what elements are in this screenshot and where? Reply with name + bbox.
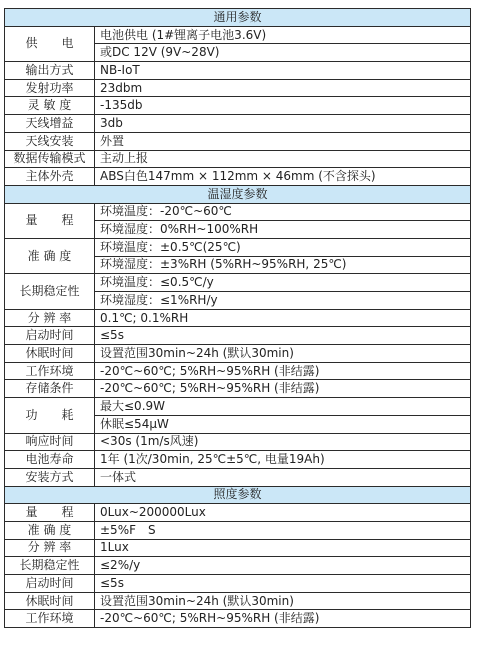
row-label: 准 确 度 [5, 521, 95, 539]
row-value: -135db [95, 97, 471, 115]
row-value: 主动上报 [95, 150, 471, 168]
row-value: 环境温度：-20℃~60℃ [95, 203, 471, 221]
row-value: ≤2%/y [95, 557, 471, 575]
row-label: 输出方式 [5, 62, 95, 80]
table-row [5, 610, 471, 628]
row-value: 3db [95, 115, 471, 133]
table-row [5, 521, 471, 539]
row-value: 23dbm [95, 79, 471, 97]
row-value: 外置 [95, 132, 471, 150]
row-label: 响应时间 [5, 433, 95, 451]
row-value: ABS白色147mm × 112mm × 46mm (不含探头) [95, 168, 471, 186]
section-title: 温湿度参数 [5, 185, 471, 203]
row-value: 环境湿度：±3%RH (5%RH~95%RH, 25℃) [95, 256, 471, 274]
row-label: 功 耗 [5, 398, 95, 433]
row-value: 环境温度：≤0.5℃/y [95, 274, 471, 292]
row-label: 准 确 度 [5, 238, 95, 273]
spec-table [4, 8, 471, 628]
table-row [5, 504, 471, 522]
row-label: 量 程 [5, 504, 95, 522]
table-row [5, 274, 471, 292]
table-row [5, 309, 471, 327]
table-row [5, 26, 471, 44]
row-value: 休眠≤54μW [95, 415, 471, 433]
row-label: 灵 敏 度 [5, 97, 95, 115]
row-label: 启动时间 [5, 575, 95, 593]
row-label: 休眠时间 [5, 345, 95, 363]
row-value: ±5%F S [95, 521, 471, 539]
row-value: ≤5s [95, 575, 471, 593]
row-value: 1Lux [95, 539, 471, 557]
row-value: 0Lux~200000Lux [95, 504, 471, 522]
row-value: 环境湿度：0%RH~100%RH [95, 221, 471, 239]
row-value: 0.1℃; 0.1%RH [95, 309, 471, 327]
row-label: 长期稳定性 [5, 274, 95, 309]
row-label: 量 程 [5, 203, 95, 238]
row-value: 设置范围30min~24h (默认30min) [95, 592, 471, 610]
row-value: 环境温度：±0.5℃(25℃) [95, 238, 471, 256]
row-label: 分 辨 率 [5, 309, 95, 327]
table-row [5, 168, 471, 186]
row-value: 或DC 12V (9V~28V) [95, 44, 471, 62]
row-value: -20℃~60℃; 5%RH~95%RH (非结露) [95, 610, 471, 628]
row-label: 安装方式 [5, 468, 95, 486]
row-label: 存储条件 [5, 380, 95, 398]
table-row [5, 362, 471, 380]
section-title: 照度参数 [5, 486, 471, 504]
section-title: 通用参数 [5, 9, 471, 27]
row-label: 数据传输模式 [5, 150, 95, 168]
row-label: 休眠时间 [5, 592, 95, 610]
row-value: 环境湿度：≤1%RH/y [95, 292, 471, 310]
row-label: 工作环境 [5, 610, 95, 628]
table-row [5, 451, 471, 469]
table-row [5, 398, 471, 416]
table-row [5, 557, 471, 575]
row-value: 一体式 [95, 468, 471, 486]
row-label: 工作环境 [5, 362, 95, 380]
row-label: 天线安装 [5, 132, 95, 150]
table-row [5, 132, 471, 150]
table-row [5, 79, 471, 97]
row-label: 电池寿命 [5, 451, 95, 469]
table-row [5, 539, 471, 557]
table-row [5, 97, 471, 115]
row-value: 最大≤0.9W [95, 398, 471, 416]
row-label: 供 电 [5, 26, 95, 61]
section-header-row [5, 9, 471, 27]
table-row [5, 592, 471, 610]
table-row [5, 150, 471, 168]
table-row [5, 345, 471, 363]
table-row [5, 115, 471, 133]
row-value: NB-IoT [95, 62, 471, 80]
row-value: 设置范围30min~24h (默认30min) [95, 345, 471, 363]
section-header-row [5, 486, 471, 504]
table-row [5, 327, 471, 345]
row-value: -20℃~60℃; 5%RH~95%RH (非结露) [95, 380, 471, 398]
table-row [5, 433, 471, 451]
spec-table-body [5, 9, 471, 628]
row-value: -20℃~60℃; 5%RH~95%RH (非结露) [95, 362, 471, 380]
table-row [5, 62, 471, 80]
row-label: 启动时间 [5, 327, 95, 345]
row-value: 1年 (1次/30min, 25℃±5℃, 电量19Ah) [95, 451, 471, 469]
row-value: ≤5s [95, 327, 471, 345]
row-label: 长期稳定性 [5, 557, 95, 575]
row-label: 主体外壳 [5, 168, 95, 186]
row-value: 电池供电 (1#锂离子电池3.6V) [95, 26, 471, 44]
row-label: 天线增益 [5, 115, 95, 133]
table-row [5, 468, 471, 486]
table-row [5, 380, 471, 398]
row-label: 发射功率 [5, 79, 95, 97]
table-row [5, 238, 471, 256]
table-row [5, 575, 471, 593]
row-label: 分 辨 率 [5, 539, 95, 557]
row-value: <30s (1m/s风速) [95, 433, 471, 451]
table-row [5, 203, 471, 221]
section-header-row [5, 185, 471, 203]
